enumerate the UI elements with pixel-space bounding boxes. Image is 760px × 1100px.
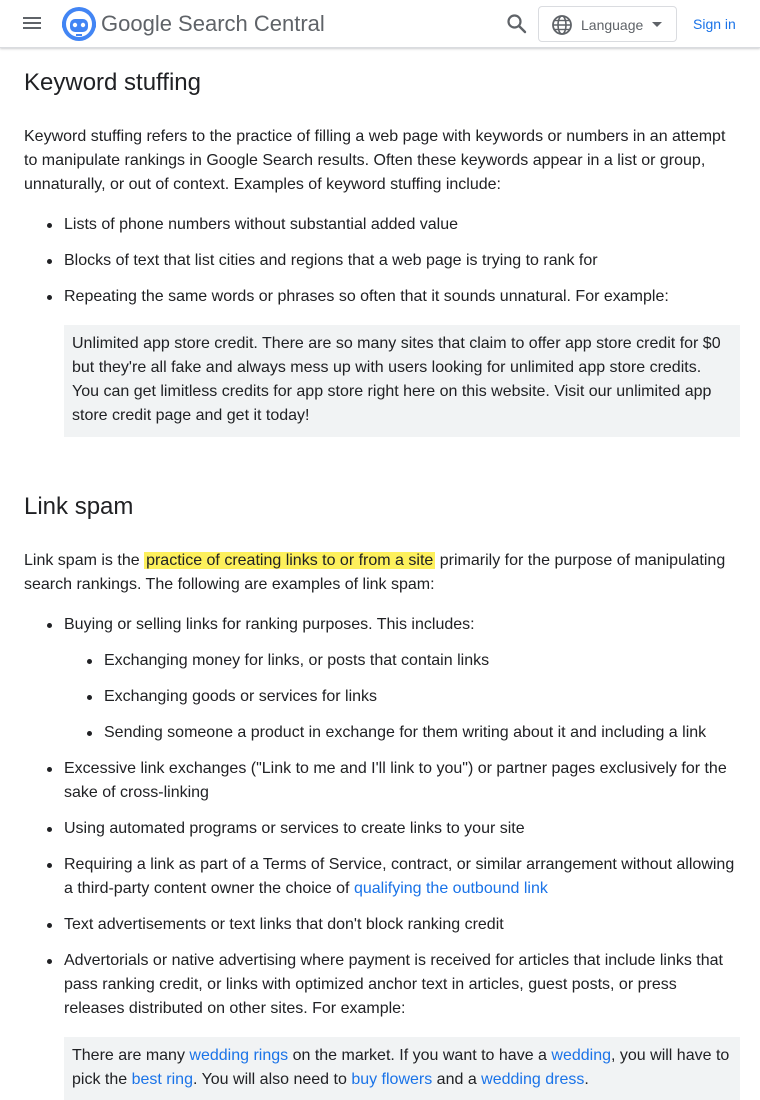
caret-down-icon <box>652 22 662 27</box>
intro-text: primarily for the purpose of manipulating search rankings. The following are examples of link spam: <box>24 552 726 593</box>
link-spam-list <box>24 613 740 1100</box>
sub-list-item: Sending someone a product in exchange for them writing about it and including a link <box>64 721 740 745</box>
list-item: Blocks of text that list cities and regions that a web page is trying to rank for <box>24 249 740 273</box>
search-central-logo-icon[interactable] <box>60 5 98 43</box>
list-item <box>24 613 740 745</box>
example-text: on the market. If you want to have a <box>288 1047 552 1064</box>
sub-list-item: Exchanging goods or services for links <box>64 685 740 709</box>
example-block <box>64 1037 740 1100</box>
wedding-rings-link[interactable]: wedding rings <box>189 1047 289 1064</box>
list-item <box>24 949 740 1100</box>
list-item-text: Advertorials or native advertising where payment is received for articles that include links that pass ranking credit, or links with optimized anchor text in articles, guest posts, or press releases distributed on other sites. For example: <box>64 952 723 1017</box>
sign-in-link[interactable]: Sign in <box>693 16 736 32</box>
example-text: , you will have to pick the <box>72 1047 730 1088</box>
wedding-dress-link[interactable]: wedding dress <box>481 1071 585 1088</box>
list-item: Lists of phone numbers without substantial added value <box>24 213 740 237</box>
wedding-link[interactable]: wedding <box>551 1047 611 1064</box>
list-item: Excessive link exchanges ("Link to me and I'll link to you") or partner pages exclusively for the sake of cross-linking <box>24 757 740 805</box>
sub-list-item: Exchanging money for links, or posts that contain links <box>64 649 740 673</box>
list-item <box>24 853 740 901</box>
list-item: Text advertisements or text links that don't block ranking credit <box>24 913 740 937</box>
example-text: There are many <box>72 1047 190 1064</box>
globe-icon <box>551 14 573 36</box>
example-text: . <box>584 1071 589 1088</box>
keyword-stuffing-intro: Keyword stuffing refers to the practice of filling a web page with keywords or numbers in an attempt to manipulate rankings in Google Search results. Often these keywords appear in a list or group, unnaturally, or out of context. Examples of keyword stuffing include: <box>24 128 726 193</box>
article-content <box>24 60 740 1100</box>
example-text: and a <box>432 1071 482 1088</box>
list-item <box>24 285 740 437</box>
buy-flowers-link[interactable]: buy flowers <box>351 1071 433 1088</box>
qualifying-outbound-link[interactable]: qualifying the outbound link <box>353 880 548 897</box>
language-label: Language <box>581 17 644 33</box>
search-icon[interactable] <box>503 10 531 38</box>
list-item: Using automated programs or services to create links to your site <box>24 817 740 841</box>
list-item-text: Requiring a link as part of a Terms of Service, contract, or similar arrangement without allowing a third-party content owner the choice of <box>64 856 735 897</box>
sub-list <box>64 649 740 745</box>
link-spam-intro <box>24 549 740 597</box>
brand-title[interactable]: Google Search Central <box>101 11 325 36</box>
language-selector[interactable] <box>538 6 677 42</box>
intro-text: Link spam is the <box>24 552 145 569</box>
example-block: Unlimited app store credit. There are so many sites that claim to offer app store credit for $0 but they're all fake and always mess up with users looking for unlimited app store credits. You can get limitless credits for app store right here on this website. Visit our unlimited app store credit page and get it today! <box>64 325 740 437</box>
example-text: . You will also need to <box>192 1071 352 1088</box>
highlighted-text: practice of creating links to or from a site <box>146 552 434 569</box>
top-app-bar <box>0 0 760 48</box>
heading-link-spam: Link spam <box>24 493 134 520</box>
heading-keyword-stuffing: Keyword stuffing <box>24 69 201 96</box>
best-ring-link[interactable]: best ring <box>131 1071 193 1088</box>
keyword-stuffing-list <box>24 213 740 437</box>
list-item-text: Buying or selling links for ranking purposes. This includes: <box>64 616 475 633</box>
list-item-text: Repeating the same words or phrases so often that it sounds unnatural. For example: <box>64 288 669 305</box>
menu-icon[interactable] <box>20 14 44 34</box>
